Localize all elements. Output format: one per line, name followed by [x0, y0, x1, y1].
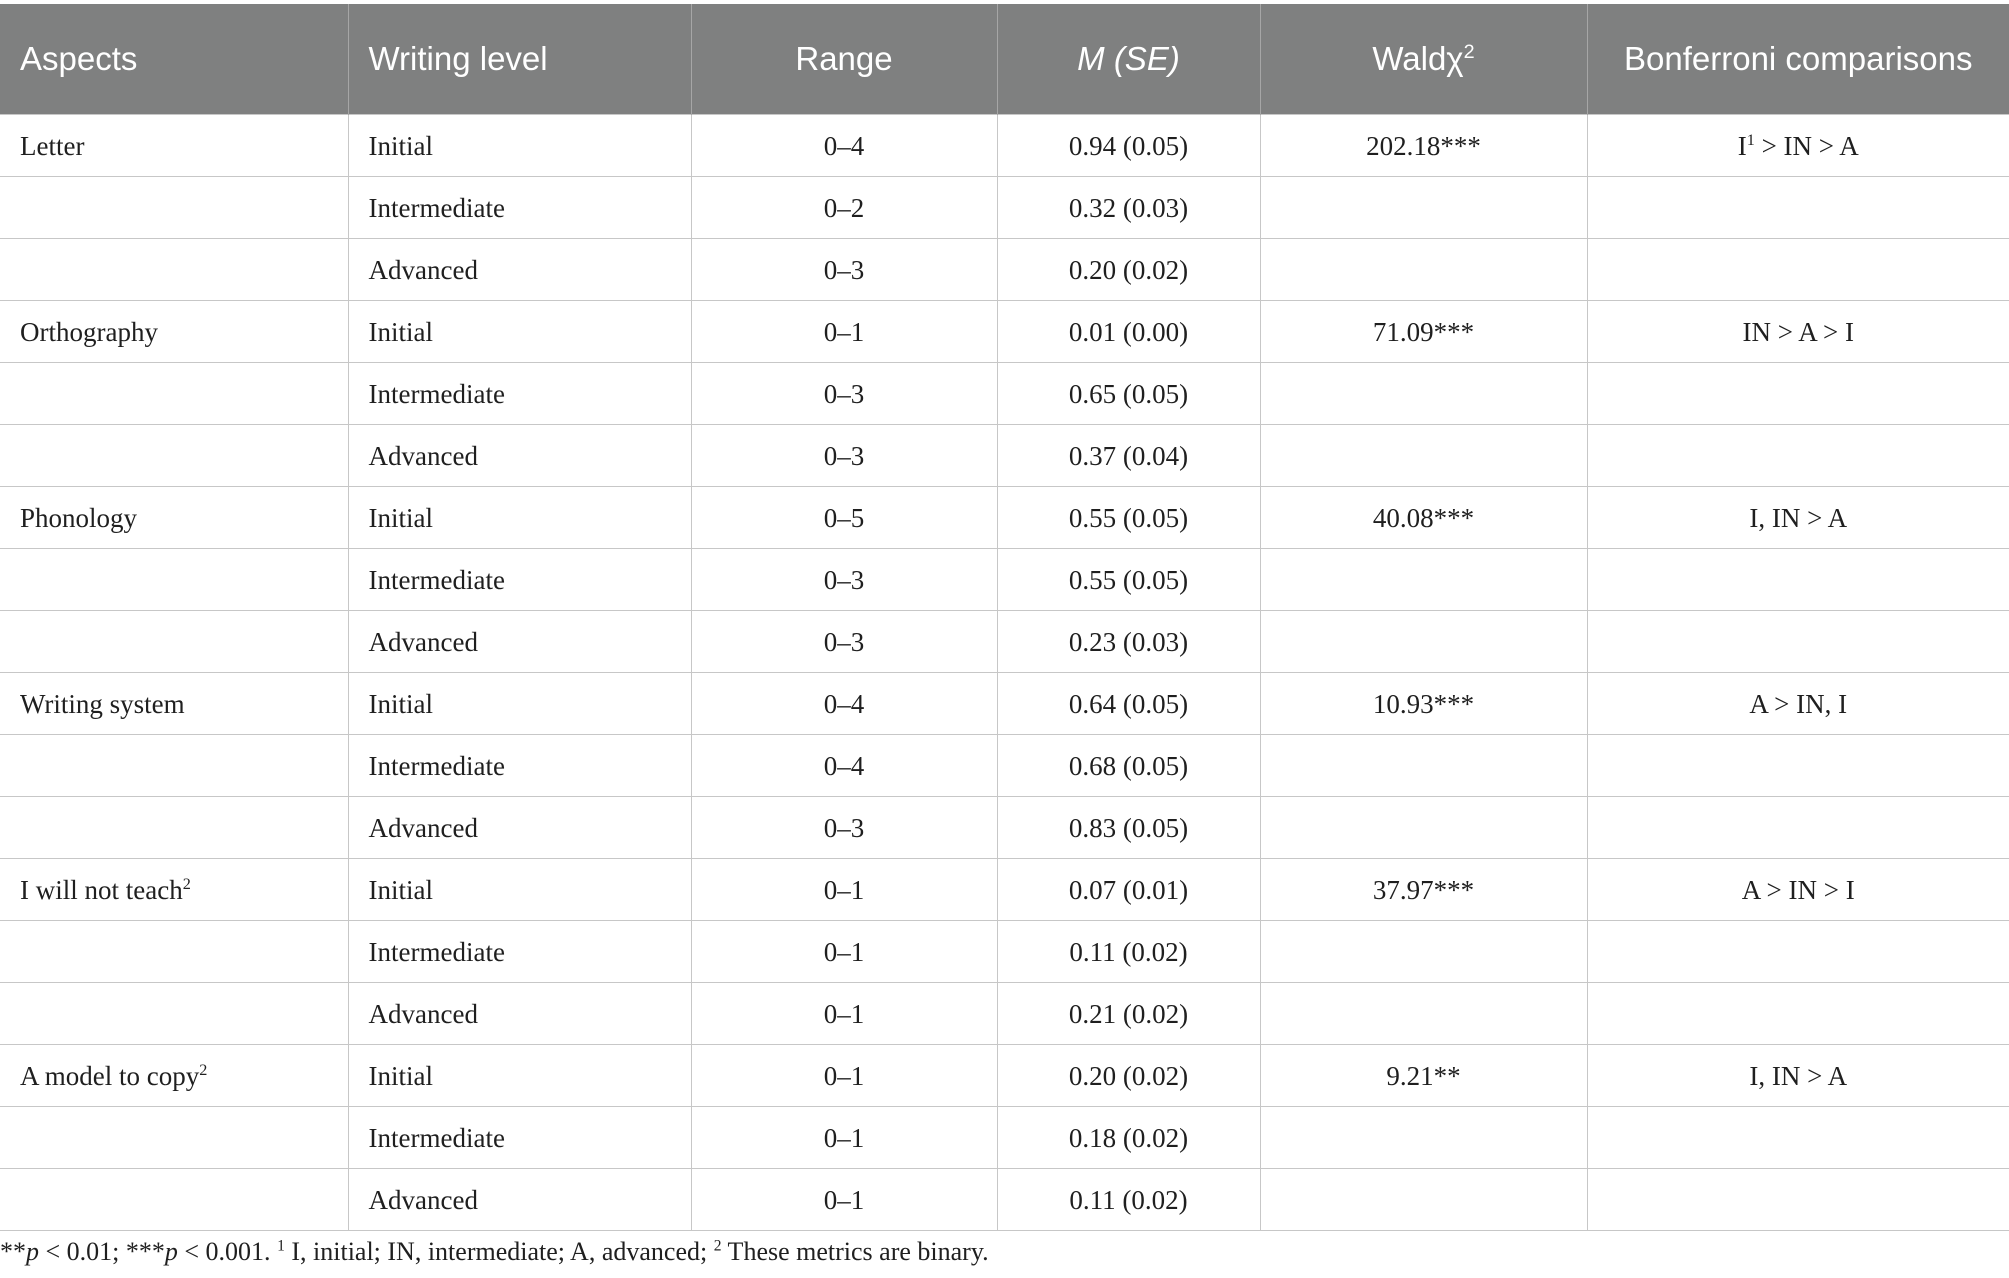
cell-range	[691, 363, 997, 425]
cell-aspect	[0, 673, 348, 735]
cell-range	[691, 177, 997, 239]
writing-level-label: Initial	[368, 502, 433, 533]
footnote-note2-marker: 2	[713, 1237, 722, 1255]
cell-range	[691, 549, 997, 611]
cell-mean-se	[997, 1107, 1260, 1169]
mean-se-value: 0.65 (0.05)	[1068, 378, 1189, 409]
aspect-label: I will not teach	[20, 874, 183, 905]
cell-writing-level	[348, 549, 691, 611]
mean-se-value: 0.23 (0.03)	[1068, 626, 1189, 657]
cell-range	[691, 735, 997, 797]
footnote-p2-p: p	[164, 1237, 178, 1266]
bonferroni-value: A > IN > I	[1741, 874, 1855, 905]
cell-bonferroni	[1587, 859, 2009, 921]
cell-range	[691, 301, 997, 363]
cell-mean-se	[997, 921, 1260, 983]
table-row	[0, 1045, 2009, 1107]
footnote-p1-p: p	[26, 1237, 39, 1266]
range-value: 0–1	[823, 1122, 865, 1153]
table-row	[0, 425, 2009, 487]
cell-aspect	[0, 611, 348, 673]
cell-aspect	[0, 983, 348, 1045]
cell-wald	[1260, 859, 1587, 921]
cell-wald	[1260, 425, 1587, 487]
cell-writing-level	[348, 735, 691, 797]
mean-se-value: 0.18 (0.02)	[1068, 1122, 1189, 1153]
cell-writing-level	[348, 1169, 691, 1231]
cell-bonferroni	[1587, 1107, 2009, 1169]
wald-value: 71.09***	[1372, 316, 1475, 347]
bonferroni-value-tail: > IN > A	[1754, 130, 1859, 161]
mean-se-value: 0.83 (0.05)	[1068, 812, 1189, 843]
header-range: Range	[691, 4, 997, 115]
cell-aspect	[0, 115, 348, 177]
range-value: 0–3	[823, 440, 865, 471]
cell-aspect	[0, 363, 348, 425]
table-row	[0, 1107, 2009, 1169]
cell-wald	[1260, 673, 1587, 735]
bonferroni-value: I, IN > A	[1749, 502, 1848, 533]
cell-range	[691, 859, 997, 921]
footnote-p1-stars: **	[0, 1237, 26, 1266]
mean-se-value: 0.11 (0.02)	[1069, 936, 1188, 967]
table-row	[0, 363, 2009, 425]
cell-aspect	[0, 239, 348, 301]
header-bonferroni: Bonferroni comparisons	[1587, 4, 2009, 115]
cell-mean-se	[997, 1045, 1260, 1107]
mean-se-value: 0.94 (0.05)	[1068, 130, 1189, 161]
wald-value: 9.21**	[1386, 1060, 1461, 1091]
cell-wald	[1260, 363, 1587, 425]
cell-wald	[1260, 239, 1587, 301]
writing-level-label: Intermediate	[368, 1122, 505, 1153]
mean-se-value: 0.55 (0.05)	[1068, 502, 1189, 533]
table-row	[0, 921, 2009, 983]
wald-value: 37.97***	[1372, 874, 1475, 905]
footnote-note1-marker: 1	[277, 1237, 285, 1255]
results-table	[0, 4, 2009, 1231]
mean-se-value: 0.20 (0.02)	[1068, 254, 1189, 285]
cell-wald	[1260, 177, 1587, 239]
cell-mean-se	[997, 301, 1260, 363]
header-wald-sup: 2	[1463, 41, 1475, 63]
table-row	[0, 1169, 2009, 1231]
cell-wald	[1260, 301, 1587, 363]
aspect-label: Orthography	[20, 316, 158, 347]
cell-writing-level	[348, 301, 691, 363]
table-row	[0, 177, 2009, 239]
aspect-label: Letter	[20, 130, 85, 161]
writing-level-label: Advanced	[368, 998, 478, 1029]
table-row	[0, 301, 2009, 363]
aspect-footnote-marker: 2	[182, 874, 191, 893]
cell-wald	[1260, 735, 1587, 797]
range-value: 0–4	[823, 130, 865, 161]
cell-wald	[1260, 115, 1587, 177]
range-value: 0–1	[823, 1184, 865, 1215]
cell-aspect	[0, 177, 348, 239]
cell-mean-se	[997, 735, 1260, 797]
cell-writing-level	[348, 921, 691, 983]
writing-level-label: Initial	[368, 316, 433, 347]
writing-level-label: Initial	[368, 1060, 433, 1091]
table-row	[0, 859, 2009, 921]
cell-range	[691, 1045, 997, 1107]
cell-bonferroni	[1587, 177, 2009, 239]
range-value: 0–5	[823, 502, 865, 533]
bonferroni-value: I, IN > A	[1749, 1060, 1848, 1091]
cell-mean-se	[997, 549, 1260, 611]
mean-se-value: 0.20 (0.02)	[1068, 1060, 1189, 1091]
cell-range	[691, 983, 997, 1045]
cell-bonferroni	[1587, 983, 2009, 1045]
range-value: 0–1	[823, 1060, 865, 1091]
writing-level-label: Intermediate	[368, 750, 505, 781]
writing-level-label: Intermediate	[368, 936, 505, 967]
cell-range	[691, 921, 997, 983]
cell-writing-level	[348, 611, 691, 673]
mean-se-value: 0.55 (0.05)	[1068, 564, 1189, 595]
header-wald	[1260, 4, 1587, 115]
mean-se-value: 0.07 (0.01)	[1068, 874, 1189, 905]
cell-wald	[1260, 983, 1587, 1045]
cell-aspect	[0, 1045, 348, 1107]
cell-wald	[1260, 1045, 1587, 1107]
table-row	[0, 487, 2009, 549]
mean-se-value: 0.68 (0.05)	[1068, 750, 1189, 781]
header-wald-text: Waldχ	[1372, 40, 1464, 77]
results-table-container	[0, 4, 2009, 1231]
cell-mean-se	[997, 983, 1260, 1045]
cell-range	[691, 673, 997, 735]
cell-writing-level	[348, 1107, 691, 1169]
range-value: 0–4	[823, 750, 865, 781]
cell-bonferroni	[1587, 549, 2009, 611]
cell-mean-se	[997, 425, 1260, 487]
cell-wald	[1260, 1169, 1587, 1231]
cell-mean-se	[997, 115, 1260, 177]
cell-range	[691, 115, 997, 177]
aspect-label: Phonology	[20, 502, 138, 533]
table-row	[0, 239, 2009, 301]
cell-writing-level	[348, 673, 691, 735]
range-value: 0–1	[823, 874, 865, 905]
cell-aspect	[0, 301, 348, 363]
cell-writing-level	[348, 487, 691, 549]
footnote-note2-text: These metrics are binary.	[721, 1237, 989, 1266]
cell-writing-level	[348, 363, 691, 425]
range-value: 0–2	[823, 192, 865, 223]
writing-level-label: Advanced	[368, 254, 478, 285]
mean-se-value: 0.01 (0.00)	[1068, 316, 1189, 347]
cell-bonferroni	[1587, 363, 2009, 425]
range-value: 0–1	[823, 316, 865, 347]
wald-value: 40.08***	[1372, 502, 1475, 533]
cell-mean-se	[997, 363, 1260, 425]
range-value: 0–3	[823, 254, 865, 285]
range-value: 0–3	[823, 564, 865, 595]
cell-bonferroni	[1587, 611, 2009, 673]
range-value: 0–3	[823, 812, 865, 843]
cell-mean-se	[997, 487, 1260, 549]
cell-aspect	[0, 1107, 348, 1169]
mean-se-value: 0.37 (0.04)	[1068, 440, 1189, 471]
cell-aspect	[0, 797, 348, 859]
cell-wald	[1260, 921, 1587, 983]
cell-writing-level	[348, 983, 691, 1045]
range-value: 0–4	[823, 688, 865, 719]
cell-bonferroni	[1587, 797, 2009, 859]
cell-range	[691, 1107, 997, 1169]
mean-se-value: 0.11 (0.02)	[1069, 1184, 1188, 1215]
mean-se-value: 0.21 (0.02)	[1068, 998, 1189, 1029]
cell-aspect	[0, 425, 348, 487]
wald-value: 202.18***	[1366, 130, 1481, 161]
cell-bonferroni	[1587, 487, 2009, 549]
header-writing-level: Writing level	[348, 4, 691, 115]
footnote-p2-rest: < 0.001.	[177, 1237, 278, 1266]
wald-value: 10.93***	[1372, 688, 1475, 719]
cell-range	[691, 611, 997, 673]
range-value: 0–3	[823, 378, 865, 409]
cell-aspect	[0, 549, 348, 611]
range-value: 0–1	[823, 936, 865, 967]
cell-mean-se	[997, 859, 1260, 921]
aspect-footnote-marker: 2	[199, 1060, 208, 1079]
cell-mean-se	[997, 177, 1260, 239]
cell-aspect	[0, 1169, 348, 1231]
header-mean-se	[997, 4, 1260, 115]
mean-se-value: 0.64 (0.05)	[1068, 688, 1189, 719]
cell-wald	[1260, 487, 1587, 549]
writing-level-label: Initial	[368, 874, 433, 905]
cell-aspect	[0, 487, 348, 549]
table-row	[0, 983, 2009, 1045]
cell-bonferroni	[1587, 425, 2009, 487]
footnote-p2-stars: ***	[125, 1237, 165, 1266]
cell-bonferroni	[1587, 239, 2009, 301]
cell-aspect	[0, 859, 348, 921]
writing-level-label: Advanced	[368, 1184, 478, 1215]
cell-range	[691, 1169, 997, 1231]
writing-level-label: Advanced	[368, 626, 478, 657]
cell-bonferroni	[1587, 301, 2009, 363]
cell-wald	[1260, 549, 1587, 611]
footnote-p1-rest: < 0.01;	[39, 1237, 126, 1266]
writing-level-label: Intermediate	[368, 192, 505, 223]
cell-writing-level	[348, 859, 691, 921]
cell-range	[691, 425, 997, 487]
header-mean-se-text: M (SE)	[1077, 40, 1180, 77]
cell-writing-level	[348, 425, 691, 487]
table-row	[0, 735, 2009, 797]
cell-wald	[1260, 1107, 1587, 1169]
writing-level-label: Intermediate	[368, 564, 505, 595]
writing-level-label: Advanced	[368, 440, 478, 471]
bonferroni-value: A > IN, I	[1749, 688, 1848, 719]
bonferroni-footnote-marker: 1	[1746, 130, 1755, 149]
cell-bonferroni	[1587, 1045, 2009, 1107]
header-row	[0, 4, 2009, 115]
table-row	[0, 673, 2009, 735]
writing-level-label: Intermediate	[368, 378, 505, 409]
table-footnote	[0, 1237, 989, 1267]
aspect-label: A model to copy	[20, 1060, 200, 1091]
cell-writing-level	[348, 239, 691, 301]
bonferroni-value: I	[1737, 130, 1747, 161]
cell-mean-se	[997, 797, 1260, 859]
cell-mean-se	[997, 611, 1260, 673]
table-row	[0, 549, 2009, 611]
table-body	[0, 115, 2009, 1231]
cell-bonferroni	[1587, 115, 2009, 177]
range-value: 0–3	[823, 626, 865, 657]
aspect-label: Writing system	[20, 688, 185, 719]
writing-level-label: Initial	[368, 130, 433, 161]
mean-se-value: 0.32 (0.03)	[1068, 192, 1189, 223]
cell-wald	[1260, 611, 1587, 673]
cell-mean-se	[997, 673, 1260, 735]
range-value: 0–1	[823, 998, 865, 1029]
writing-level-label: Initial	[368, 688, 433, 719]
cell-range	[691, 487, 997, 549]
cell-writing-level	[348, 177, 691, 239]
cell-aspect	[0, 921, 348, 983]
table-row	[0, 797, 2009, 859]
cell-bonferroni	[1587, 921, 2009, 983]
cell-range	[691, 797, 997, 859]
writing-level-label: Advanced	[368, 812, 478, 843]
cell-wald	[1260, 797, 1587, 859]
cell-mean-se	[997, 1169, 1260, 1231]
cell-bonferroni	[1587, 1169, 2009, 1231]
table-row	[0, 611, 2009, 673]
cell-mean-se	[997, 239, 1260, 301]
cell-aspect	[0, 735, 348, 797]
bonferroni-value: IN > A > I	[1742, 316, 1854, 347]
cell-range	[691, 239, 997, 301]
cell-bonferroni	[1587, 673, 2009, 735]
cell-bonferroni	[1587, 735, 2009, 797]
header-aspects: Aspects	[0, 4, 348, 115]
cell-writing-level	[348, 115, 691, 177]
footnote-note1-text: I, initial; IN, intermediate; A, advanced;	[284, 1237, 714, 1266]
table-row	[0, 115, 2009, 177]
cell-writing-level	[348, 1045, 691, 1107]
cell-writing-level	[348, 797, 691, 859]
